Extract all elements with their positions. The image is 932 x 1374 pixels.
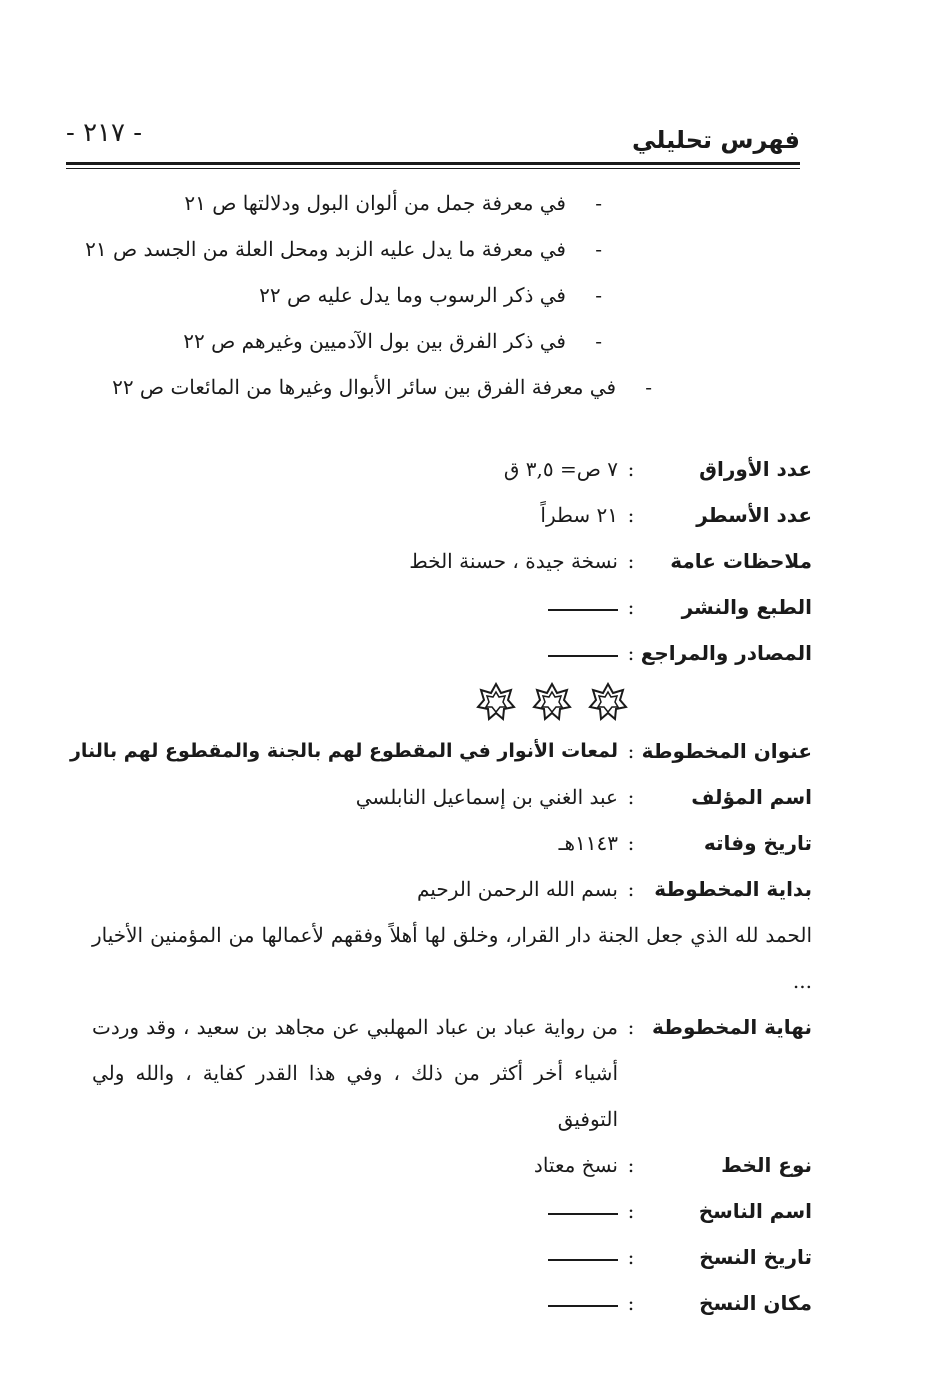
list-item-text: في معرفة ما يدل عليه الزبد ومحل العلة من الجسد ص ٢١ — [85, 237, 566, 261]
field-printing — [92, 584, 812, 630]
field-colon: : — [627, 503, 635, 527]
list-item-text: في معرفة الفرق بين سائر الأبوال وغيرها من المائعات ص ٢٢ — [112, 375, 616, 399]
field-label: تاريخ وفاته — [703, 831, 812, 855]
field-label: ملاحظات عامة — [670, 549, 812, 573]
running-title: فهرس تحليلي — [632, 126, 800, 154]
field-notes — [92, 538, 812, 584]
header-rule-thin — [66, 168, 800, 169]
bullet-dash: - — [645, 375, 652, 399]
field-copy-place — [92, 1280, 812, 1326]
field-value — [92, 630, 618, 676]
field-pages — [92, 446, 812, 492]
list-item — [82, 226, 602, 272]
bullet-dash: - — [595, 237, 602, 261]
field-label: عدد الأوراق — [699, 457, 812, 481]
list-item-text: في ذكر الرسوب وما يدل عليه ص ٢٢ — [259, 283, 566, 307]
star-ornament-icon — [476, 682, 516, 722]
bullet-dash: - — [595, 283, 602, 307]
incipit-text: الحمد لله الذي جعل الجنة دار القرار، وخلق لها أهلاً وفقهم لأعمالها من المؤمنين الأخيار ... — [92, 923, 812, 993]
list-item-text: في معرفة جمل من ألوان البول ودلالتها ص ٢١ — [184, 191, 566, 215]
field-colon: : — [627, 549, 635, 573]
field-ending — [92, 1004, 812, 1142]
field-value — [92, 1188, 618, 1234]
field-colon: : — [627, 595, 635, 619]
field-label: اسم الناسخ — [698, 1199, 812, 1223]
field-label: المصادر والمراجع — [640, 641, 812, 665]
field-value — [92, 584, 618, 630]
list-item — [82, 272, 602, 318]
field-colon: : — [627, 1245, 635, 1269]
page-header — [66, 118, 800, 162]
field-value: عبد الغني بن إسماعيل النابلسي — [355, 785, 618, 809]
list-item-text: في ذكر الفرق بين بول الآدميين وغيرهم ص ٢٢ — [183, 329, 566, 353]
section-divider — [92, 676, 812, 728]
list-item — [96, 364, 652, 410]
field-colon: : — [627, 641, 635, 665]
field-value: ١١٤٣هـ — [558, 831, 618, 855]
field-label: اسم المؤلف — [691, 785, 812, 809]
incipit-basmala: بسم الله الرحمن الرحيم — [416, 877, 618, 901]
topic-list — [82, 180, 652, 410]
page-number: - ٢١٧ - — [66, 118, 143, 148]
manuscript-records — [69, 446, 812, 1326]
field-label: نهاية المخطوطة — [652, 1015, 812, 1039]
empty-value-line — [548, 1305, 618, 1307]
empty-value-line — [548, 609, 618, 611]
field-value: لمعات الأنوار في المقطوع لهم بالجنة والمقطوع لهم بالنار — [69, 740, 618, 762]
empty-value-line — [548, 655, 618, 657]
field-value — [92, 1234, 618, 1280]
empty-value-line — [548, 1213, 618, 1215]
header-rule-thick — [66, 162, 800, 165]
field-copy-date — [92, 1234, 812, 1280]
field-label: الطبع والنشر — [681, 595, 812, 619]
field-colon: : — [627, 1199, 635, 1223]
bullet-dash: - — [595, 191, 602, 215]
field-label: عدد الأسطر — [696, 503, 812, 527]
field-colon: : — [627, 1291, 635, 1315]
field-colon: : — [627, 877, 635, 901]
field-colon: : — [627, 457, 635, 481]
field-sources — [92, 630, 812, 676]
field-label: بداية المخطوطة — [654, 877, 812, 901]
field-script-type — [92, 1142, 812, 1188]
field-lines — [92, 492, 812, 538]
field-title — [69, 728, 812, 774]
field-colon: : — [627, 831, 635, 855]
field-death-date — [92, 820, 812, 866]
field-beginning — [92, 866, 812, 1004]
field-label: مكان النسخ — [699, 1291, 812, 1315]
bullet-dash: - — [595, 329, 602, 353]
field-value: ٢١ سطراً — [540, 503, 618, 527]
field-colon: : — [627, 785, 635, 809]
field-label: نوع الخط — [721, 1153, 812, 1177]
list-item — [82, 180, 602, 226]
field-value: نسخ معتاد — [533, 1153, 618, 1177]
empty-value-line — [548, 1259, 618, 1261]
field-colon: : — [627, 739, 635, 763]
field-value: ٧ ص= ٣,٥ ق — [503, 457, 618, 481]
field-value: نسخة جيدة ، حسنة الخط — [409, 549, 618, 573]
list-item — [82, 318, 602, 364]
field-value — [92, 1280, 618, 1326]
star-ornament-icon — [588, 682, 628, 722]
field-label: تاريخ النسخ — [699, 1245, 812, 1269]
field-author — [92, 774, 812, 820]
field-colon: : — [627, 1153, 635, 1177]
field-colon: : — [627, 1015, 635, 1039]
star-ornament-icon — [532, 682, 572, 722]
field-value: من رواية عباد بن عباد المهلبي عن مجاهد بن سعيد ، وقد وردت أشياء أخر أكثر من ذلك ، وفي هذا القدر كفاية ، والله ولي التوفيق — [92, 1015, 618, 1131]
field-copyist — [92, 1188, 812, 1234]
field-label: عنوان المخطوطة — [641, 739, 812, 763]
